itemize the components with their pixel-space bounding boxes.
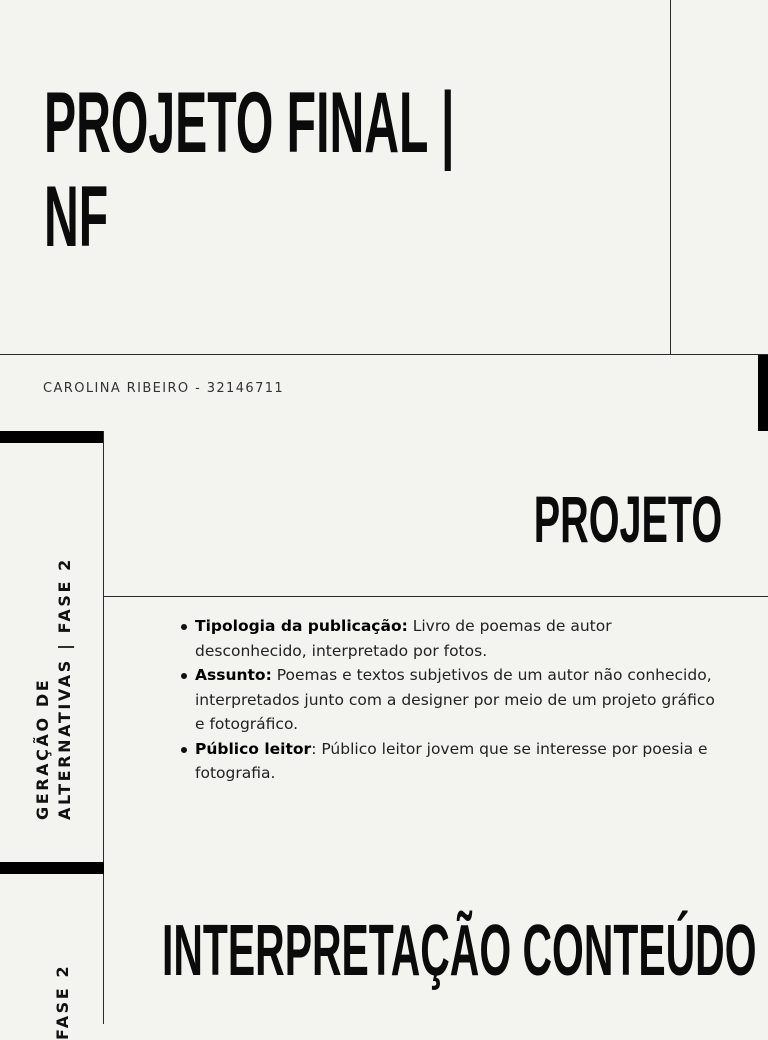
page-title-line1: PROJETO FINAL | xyxy=(44,75,455,171)
horizontal-divider-projeto xyxy=(104,596,768,597)
list-item-text: Livro de poemas de autor desconhecido, interpretado por fotos. xyxy=(195,617,612,660)
page-title-line2: NF xyxy=(44,169,109,265)
list-item xyxy=(180,614,720,663)
list-item-label: Assunto: xyxy=(195,666,272,684)
side-label-phase xyxy=(32,557,76,820)
list-item-text: Poemas e textos subjetivos de um autor não conhecido, interpretados junto com a designer por meio de um projeto gráfico e fotográfico. xyxy=(195,666,715,733)
left-thick-bar-middle xyxy=(0,862,104,874)
list-item xyxy=(180,737,720,786)
section-heading-projeto: PROJETO xyxy=(533,482,722,556)
list-item-text: : Público leitor jovem que se interesse por poesia e fotografia. xyxy=(195,739,708,782)
side-label-line1: GERAÇÃO DE xyxy=(33,677,52,820)
list-item-label: Tipologia da publicação: xyxy=(195,617,408,635)
horizontal-divider-cover xyxy=(0,354,768,355)
side-label-line2: ALTERNATIVAS | FASE 2 xyxy=(55,557,74,820)
side-label-phase-repeat: FASE 2 xyxy=(53,963,72,1040)
author-line: CAROLINA RIBEIRO - 32146711 xyxy=(43,381,285,396)
right-edge-bar xyxy=(758,355,768,431)
section-heading-interpretacao: INTERPRETAÇÃO CONTEÚDO xyxy=(162,911,757,991)
left-column-divider xyxy=(103,431,104,1024)
page-title xyxy=(44,75,768,265)
left-thick-bar-top xyxy=(0,431,104,443)
project-details-list xyxy=(180,614,720,786)
list-item xyxy=(180,663,720,737)
list-item-label: Público leitor xyxy=(195,739,312,758)
